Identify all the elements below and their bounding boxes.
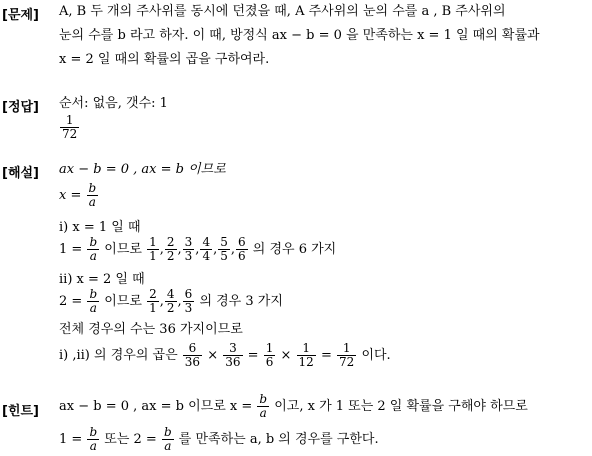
problem-label: [문제] [2, 8, 39, 23]
hint-line-1: ax − b = 0 , ax = b 이므로 x = $\frac{b}{a}$ 이고, x 가 1 또는 2 일 확률을 구해야 하므로 [59, 392, 528, 420]
answer-line-1: 순서: 없음, 갯수: 1 [59, 96, 168, 111]
case1-fraction: $\frac{1}{1}$ [149, 235, 157, 263]
case1-fraction: $\frac{3}{3}$ [184, 235, 193, 263]
explanation-line-5: ⅱ) x = 2 일 때 [59, 272, 145, 287]
answer-fraction: $\frac{1}{72}$ [62, 113, 78, 141]
explanation-line-4: 1 = $\frac{b}{a}$ 이므로 $\frac{1}{1}$ , $\frac{2}{2}$ , $\frac{3}{3}$ , $\frac{4}{4}$ , $\frac{5}{5}$ , $\frac{6}{6}$ 의 경우 6 가지 [59, 235, 337, 263]
case1-fraction: $\frac{5}{5}$ [220, 235, 228, 263]
explanation-label: [해설] [2, 166, 39, 181]
problem-line-2: 눈의 수를 b 라고 하자. 이 때, 방정식 ax − b = 0 을 만족하는 x = 1 일 때의 확률과 [59, 28, 540, 43]
explanation-line-7: 전체 경우의 수는 36 가지이므로 [59, 322, 243, 337]
problem-line-1: A, B 두 개의 주사위를 동시에 던졌을 때, A 주사위의 눈의 수를 a , B 주사위의 [59, 4, 506, 19]
explanation-line-8: ⅰ) ,ⅱ) 의 경우의 곱은 $\frac{6}{36}$ × $\frac{3}{36}$ = $\frac{1}{6}$ × $\frac{1}{12}$ = $\frac{1}{72}$ 이다. [59, 341, 391, 369]
case2-fraction: $\frac{4}{2}$ [166, 287, 175, 315]
case1-fraction: $\frac{2}{2}$ [166, 235, 175, 263]
problem-line-3: x = 2 일 때의 확률의 곱을 구하여라. [59, 52, 270, 67]
explanation-line-1: ax − b = 0 , ax = b 이므로 [59, 162, 226, 177]
hint-line-2: 1 = $\frac{b}{a}$ 또는 2 = $\frac{b}{a}$ 를 만족하는 a, b 의 경우를 구한다. [59, 425, 379, 453]
case1-fraction: $\frac{6}{6}$ [238, 235, 246, 263]
explanation-line-3: ⅰ) x = 1 일 때 [59, 220, 141, 235]
explanation-line-2: x = $\frac{b}{a}$ [59, 181, 97, 209]
explanation-line-6: 2 = $\frac{b}{a}$ 이므로 $\frac{2}{1}$ , $\frac{4}{2}$ , $\frac{6}{3}$ 의 경우 3 가지 [59, 287, 283, 315]
case1-fraction: $\frac{4}{4}$ [202, 235, 211, 263]
case2-fraction: $\frac{6}{3}$ [184, 287, 193, 315]
case2-fraction: $\frac{2}{1}$ [149, 287, 157, 315]
hint-label: [힌트] [2, 404, 39, 419]
answer-label: [정답] [2, 100, 39, 115]
